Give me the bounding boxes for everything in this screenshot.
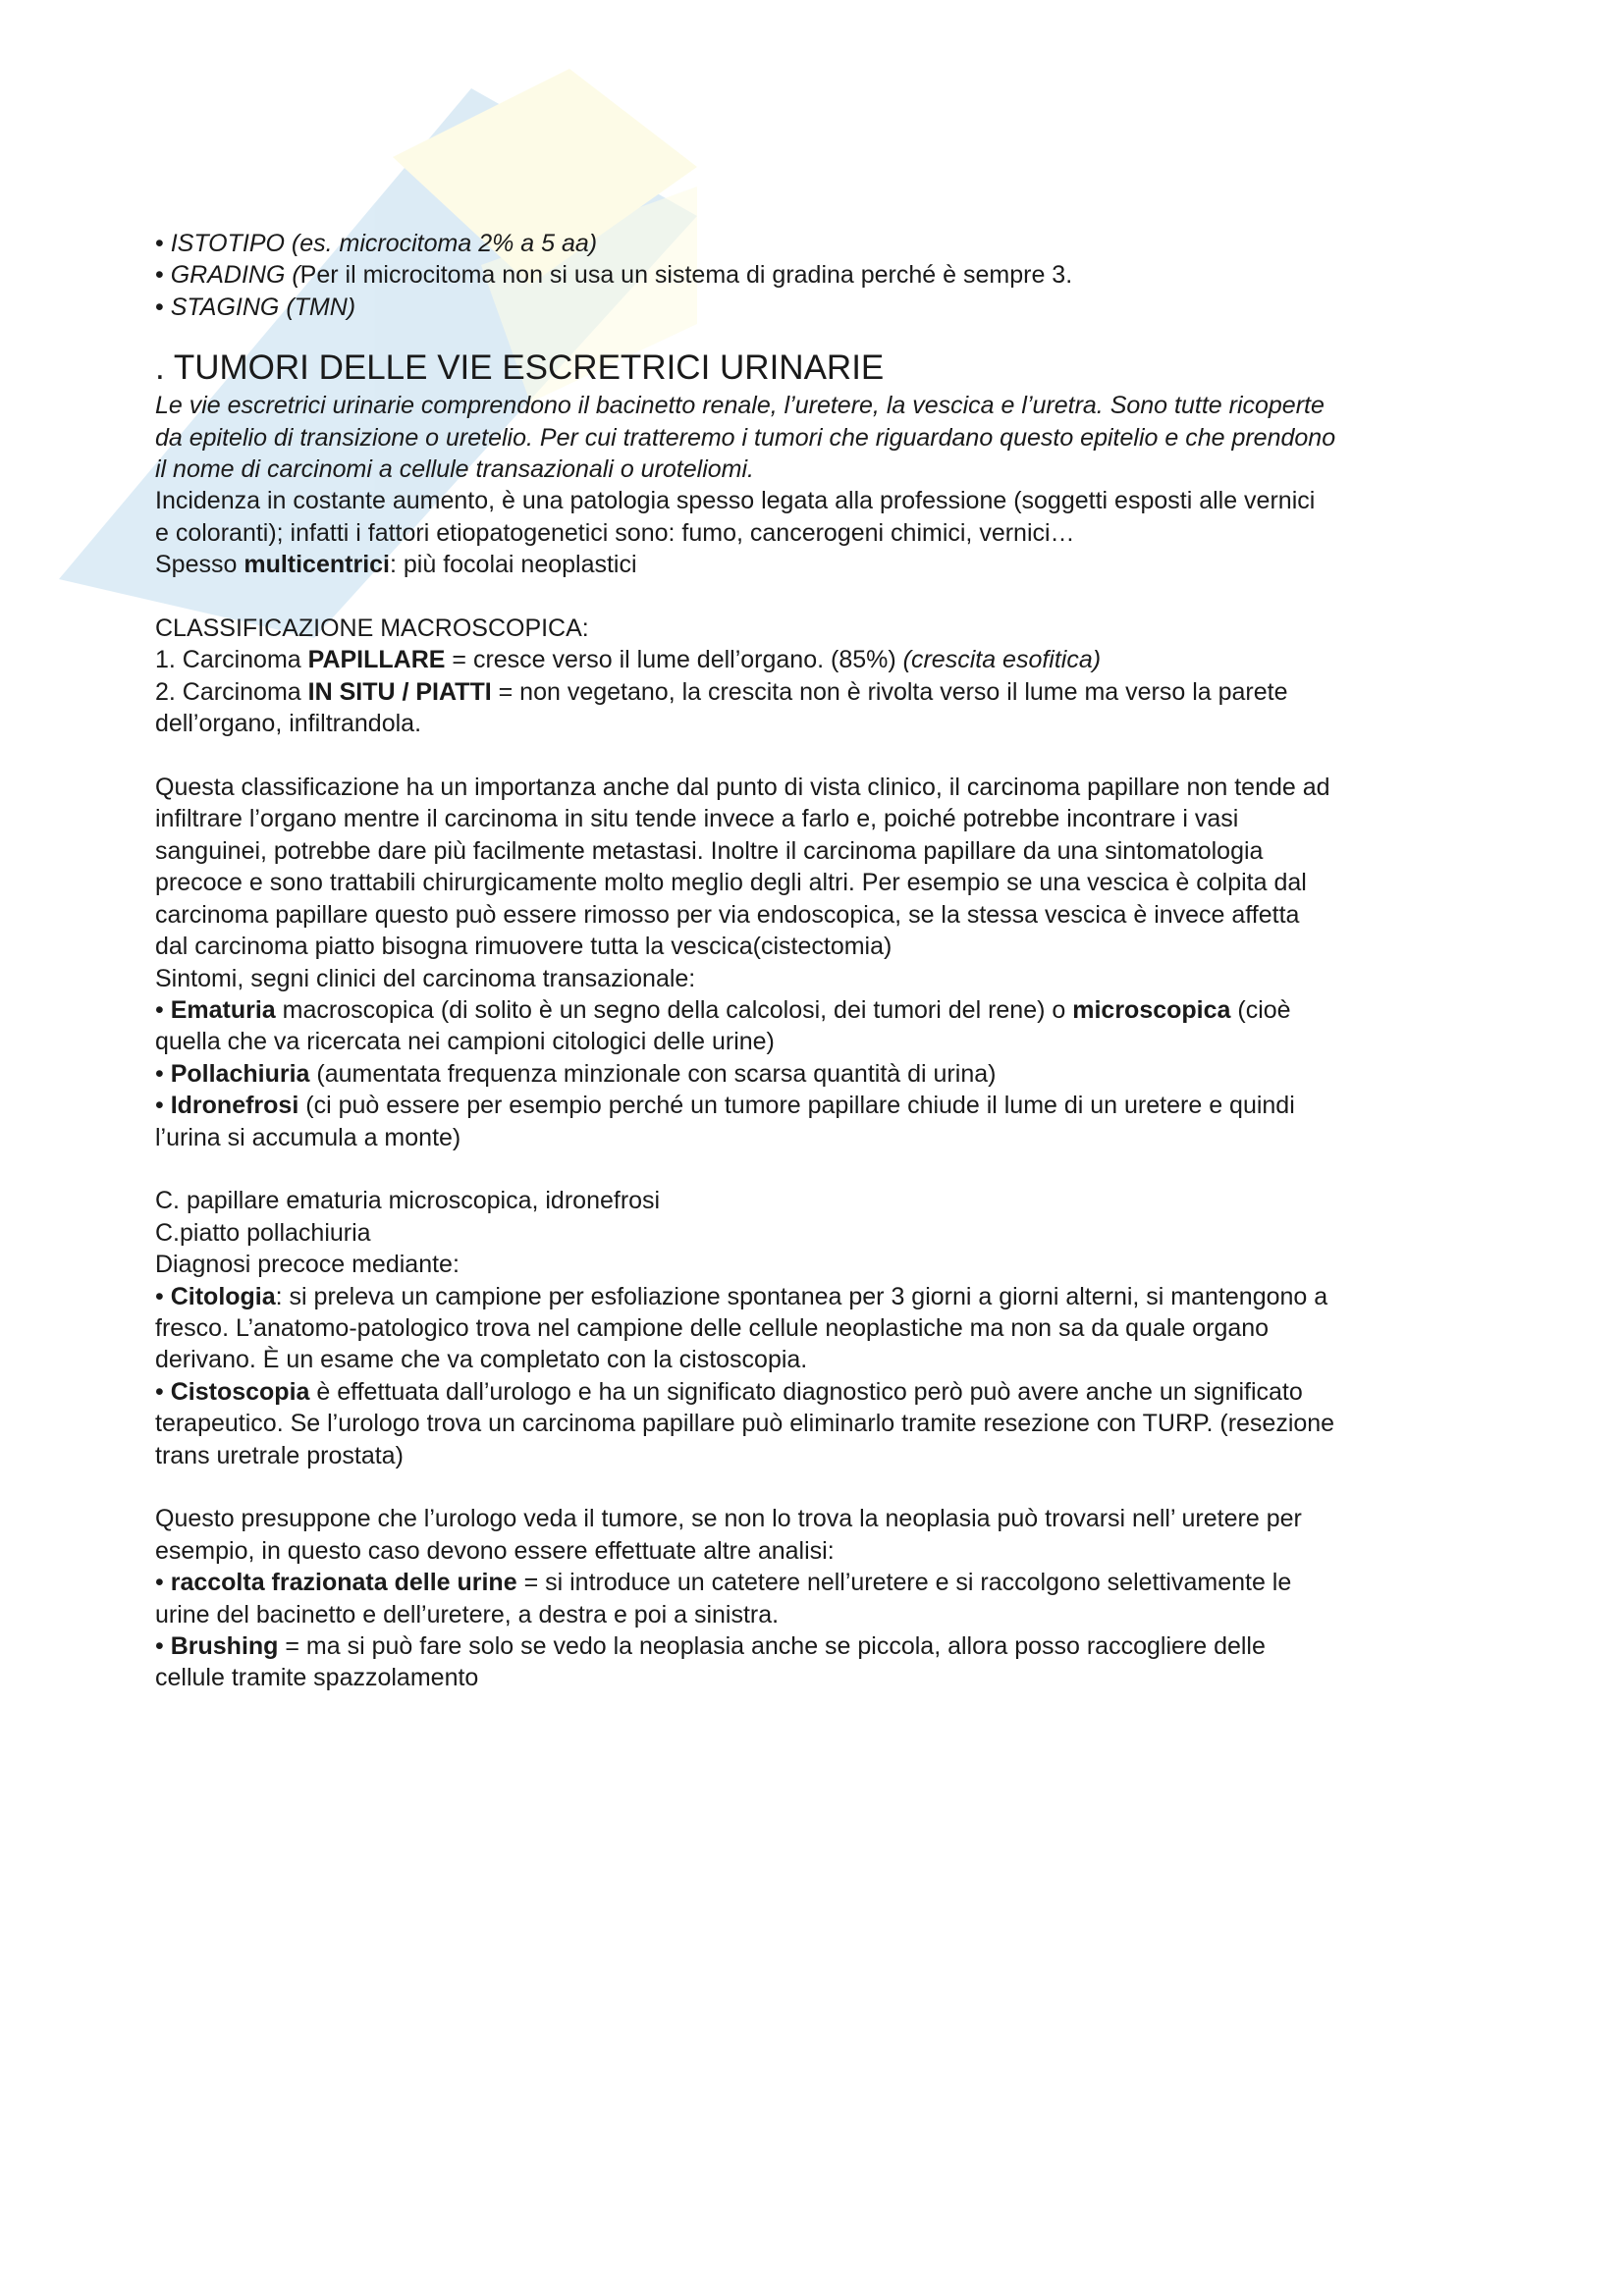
bullet-cistoscopia-cont: terapeutico. Se l’urologo trova un carcinoma papillare può eliminarlo tramite resezione con TURP. (resezione	[155, 1410, 1335, 1438]
bullet-brushing-cont: cellule tramite spazzolamento	[155, 1664, 479, 1692]
paragraph-line: infiltrare l’organo mentre il carcinoma in situ tende invece a farlo e, poiché potrebbe incontrare i vasi	[155, 805, 1239, 833]
classification-heading: CLASSIFICAZIONE MACROSCOPICA:	[155, 614, 589, 643]
bullet-raccolta-cont: urine del bacinetto e dell’uretere, a destra e poi a sinistra.	[155, 1600, 780, 1629]
bullet-istotipo: • ISTOTIPO (es. microcitoma 2% a 5 aa)	[155, 230, 598, 257]
bullet-brushing: • Brushing = ma si può fare solo se vedo la neoplasia anche se piccola, allora posso raccogliere delle	[155, 1632, 1266, 1660]
intro-line: il nome di carcinomi a cellule transazionali o uroteliomi.	[155, 455, 754, 484]
bullet-cistoscopia-cont: trans uretrale prostata)	[155, 1441, 404, 1469]
bullet-pollachiuria: • Pollachiuria (aumentata frequenza minzionale con scarsa quantità di urina)	[155, 1059, 997, 1088]
summary-line: Diagnosi precoce mediante:	[155, 1251, 460, 1279]
bullet-grading: • GRADING (Per il microcitoma non si usa un sistema di gradina perché è sempre 3.	[155, 261, 1073, 290]
final-line: esempio, in questo caso devono essere effettuate altre analisi:	[155, 1536, 835, 1565]
incidence-line: e coloranti); infatti i fattori etiopatogenetici sono: fumo, cancerogeni chimici, vernici…	[155, 518, 1075, 547]
bullet-raccolta: • raccolta frazionata delle urine = si introduce un catetere nell’uretere e si raccolgono selettivamente le	[155, 1569, 1292, 1597]
bullet-staging: • STAGING (TMN)	[155, 293, 356, 321]
document-body	[155, 228, 1490, 1694]
classification-item-1: 1. Carcinoma PAPILLARE = cresce verso il lume dell’organo. (85%) (crescita esofitica)	[155, 646, 1102, 674]
incidence-line: Incidenza in costante aumento, è una patologia spesso legata alla professione (soggetti esposti alle vernici	[155, 487, 1316, 515]
paragraph-line: dal carcinoma piatto bisogna rimuovere tutta la vescica(cistectomia)	[155, 933, 893, 961]
summary-line: C.piatto pollachiuria	[155, 1218, 371, 1247]
symptoms-heading: Sintomi, segni clinici del carcinoma transazionale:	[155, 964, 696, 992]
intro-line: da epitelio di transizione o uretelio. Per cui tratteremo i tumori che riguardano questo epitelio e che prendono	[155, 423, 1336, 452]
intro-line: Le vie escretrici urinarie comprendono il bacinetto renale, l’uretere, la vescica e l’uretra. Sono tutte ricoperte	[155, 392, 1325, 420]
paragraph-line: carcinoma papillare questo può essere rimosso per via endoscopica, se la stessa vescica è invece affetta	[155, 900, 1300, 929]
bullet-idronefrosi: • Idronefrosi (ci può essere per esempio perché un tumore papillare chiude il lume di un uretere e quindi	[155, 1092, 1295, 1120]
bullet-citologia: • Citologia: si preleva un campione per esfoliazione spontanea per 3 giorni a giorni alterni, si mantengono a	[155, 1282, 1328, 1310]
bullet-ematuria-cont: quella che va ricercata nei campioni citologici delle urine)	[155, 1028, 775, 1056]
final-line: Questo presuppone che l’urologo veda il tumore, se non lo trova la neoplasia può trovarsi nell’ uretere per	[155, 1505, 1302, 1533]
classification-item-2-cont: dell’organo, infiltrandola.	[155, 710, 422, 738]
bullet-idronefrosi-cont: l’urina si accumula a monte)	[155, 1123, 461, 1151]
multicentric-line: Spesso multicentrici: più focolai neoplastici	[155, 551, 637, 579]
bullet-cistoscopia: • Cistoscopia è effettuata dall’urologo e ha un significato diagnostico però può avere anche un significato	[155, 1377, 1303, 1406]
summary-line: C. papillare ematuria microscopica, idronefrosi	[155, 1187, 661, 1215]
paragraph-line: Questa classificazione ha un importanza anche dal punto di vista clinico, il carcinoma papillare non tende ad	[155, 774, 1330, 802]
bullet-citologia-cont: derivano. È un esame che va completato con la cistoscopia.	[155, 1346, 808, 1374]
bullet-citologia-cont: fresco. L’anatomo-patologico trova nel campione delle cellule neoplastiche ma non sa da quale organo	[155, 1313, 1270, 1342]
classification-item-2: 2. Carcinoma IN SITU / PIATTI = non vegetano, la crescita non è rivolta verso il lume ma verso la parete	[155, 677, 1288, 706]
paragraph-line: sanguinei, potrebbe dare più facilmente metastasi. Inoltre il carcinoma papillare da una sintomatologia	[155, 836, 1264, 865]
section-title: . TUMORI DELLE VIE ESCRETRICI URINARIE	[155, 348, 885, 388]
bullet-ematuria: • Ematuria macroscopica (di solito è un segno della calcolosi, dei tumori del rene) o microscopica (cioè	[155, 995, 1291, 1024]
paragraph-line: precoce e sono trattabili chirurgicamente molto meglio degli altri. Per esempio se una vescica è colpita dal	[155, 869, 1307, 897]
